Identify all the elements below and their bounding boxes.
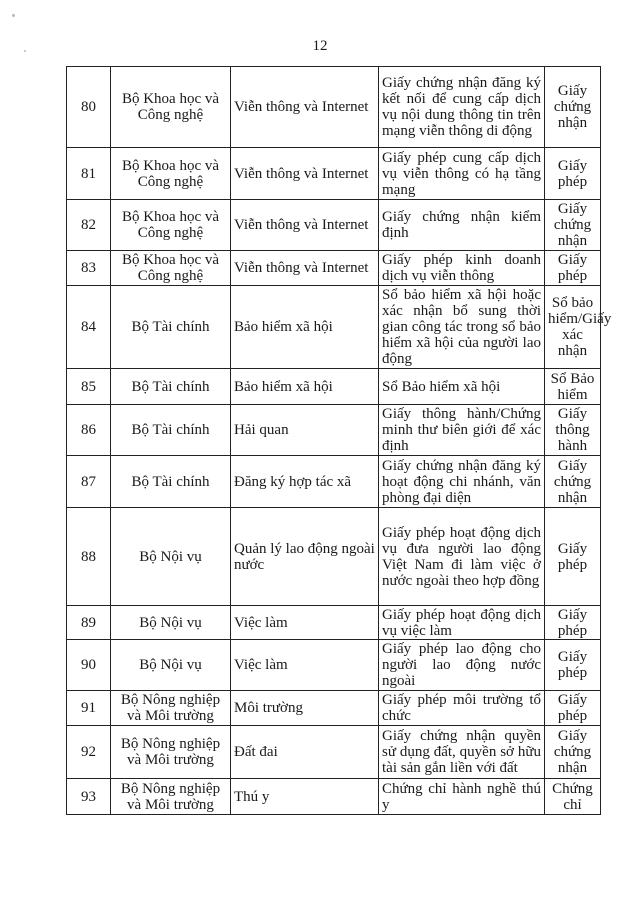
document-cell: Giấy phép cung cấp dịch vụ viễn thông có hạ tầng mạng (379, 148, 545, 200)
document-type-cell: Sổ Bảo hiểm (545, 369, 601, 405)
document-cell: Giấy phép môi trường tổ chức (379, 691, 545, 726)
table-row (67, 726, 601, 779)
field-cell: Đất đai (231, 726, 379, 779)
agency-cell: Bộ Tài chính (111, 369, 231, 405)
field-cell: Đăng ký hợp tác xã (231, 456, 379, 508)
row-number: 91 (67, 691, 111, 726)
document-cell: Chứng chỉ hành nghề thú y (379, 779, 545, 815)
table-row (67, 251, 601, 286)
document-type-cell: Giấy phép (545, 148, 601, 200)
document-cell: Giấy chứng nhận đăng ký kết nối để cung cấp dịch vụ nội dung thông tin trên mạng viễn thông di động (379, 67, 545, 148)
table-row (67, 405, 601, 456)
field-cell: Thú y (231, 779, 379, 815)
document-type-cell: Giấy phép (545, 251, 601, 286)
field-cell: Bảo hiểm xã hội (231, 286, 379, 369)
agency-cell: Bộ Tài chính (111, 286, 231, 369)
document-type-cell: Giấy phép (545, 691, 601, 726)
row-number: 88 (67, 508, 111, 606)
row-number: 84 (67, 286, 111, 369)
agency-cell: Bộ Khoa học và Công nghệ (111, 200, 231, 251)
agency-cell: Bộ Nội vụ (111, 640, 231, 691)
document-type-cell: Giấy chứng nhận (545, 67, 601, 148)
table-row (67, 779, 601, 815)
field-cell: Việc làm (231, 606, 379, 640)
row-number: 92 (67, 726, 111, 779)
document-cell: Sổ Bảo hiểm xã hội (379, 369, 545, 405)
document-type-cell: Giấy chứng nhận (545, 200, 601, 251)
row-number: 80 (67, 67, 111, 148)
document-type-cell: Sổ bảo hiểm/Giấy xác nhận (545, 286, 601, 369)
licenses-table (66, 66, 612, 815)
document-cell: Giấy phép hoạt động dịch vụ đưa người lao động Việt Nam đi làm việc ở nước ngoài theo hợp đồng (379, 508, 545, 606)
document-type-cell: Giấy thông hành (545, 405, 601, 456)
document-cell: Giấy thông hành/Chứng minh thư biên giới để xác định (379, 405, 545, 456)
table-row (67, 456, 601, 508)
table-row (67, 200, 601, 251)
agency-cell: Bộ Nội vụ (111, 606, 231, 640)
agency-cell: Bộ Nội vụ (111, 508, 231, 606)
row-number: 93 (67, 779, 111, 815)
field-cell: Viễn thông và Internet (231, 148, 379, 200)
document-cell: Giấy phép kinh doanh dịch vụ viễn thông (379, 251, 545, 286)
document-cell: Giấy phép lao động cho người lao động nước ngoài (379, 640, 545, 691)
table-row (67, 286, 601, 369)
table-row (67, 640, 601, 691)
agency-cell: Bộ Khoa học và Công nghệ (111, 148, 231, 200)
agency-cell: Bộ Tài chính (111, 456, 231, 508)
field-cell: Viễn thông và Internet (231, 67, 379, 148)
table-row (67, 67, 601, 148)
agency-cell: Bộ Nông nghiệp và Môi trường (111, 779, 231, 815)
field-cell: Việc làm (231, 640, 379, 691)
row-number: 85 (67, 369, 111, 405)
document-cell: Giấy chứng nhận đăng ký hoạt động chi nhánh, văn phòng đại diện (379, 456, 545, 508)
document-cell: Giấy chứng nhận quyền sử dụng đất, quyền sở hữu tài sản gắn liền với đất (379, 726, 545, 779)
document-type-cell: Giấy phép (545, 606, 601, 640)
scan-speck (12, 14, 15, 17)
row-number: 86 (67, 405, 111, 456)
table-row (67, 148, 601, 200)
table-row (67, 606, 601, 640)
row-number: 90 (67, 640, 111, 691)
document-type-cell: Giấy chứng nhận (545, 456, 601, 508)
document-type-cell: Giấy phép (545, 508, 601, 606)
agency-cell: Bộ Nông nghiệp và Môi trường (111, 691, 231, 726)
field-cell: Môi trường (231, 691, 379, 726)
table-row (67, 691, 601, 726)
row-number: 81 (67, 148, 111, 200)
document-cell: Giấy chứng nhận kiểm định (379, 200, 545, 251)
document-type-cell: Giấy phép (545, 640, 601, 691)
table-row (67, 508, 601, 606)
field-cell: Viễn thông và Internet (231, 251, 379, 286)
table-row (67, 369, 601, 405)
field-cell: Quản lý lao động ngoài nước (231, 508, 379, 606)
field-cell: Viễn thông và Internet (231, 200, 379, 251)
field-cell: Bảo hiểm xã hội (231, 369, 379, 405)
document-cell: Giấy phép hoạt động dịch vụ việc làm (379, 606, 545, 640)
page-number: 12 (312, 38, 328, 54)
row-number: 87 (67, 456, 111, 508)
agency-cell: Bộ Nông nghiệp và Môi trường (111, 726, 231, 779)
agency-cell: Bộ Khoa học và Công nghệ (111, 251, 231, 286)
row-number: 83 (67, 251, 111, 286)
document-type-cell: Chứng chỉ (545, 779, 601, 815)
field-cell: Hải quan (231, 405, 379, 456)
agency-cell: Bộ Khoa học và Công nghệ (111, 67, 231, 148)
document-cell: Sổ bảo hiểm xã hội hoặc xác nhận bổ sung thời gian công tác trong sổ bảo hiểm xã hội của người lao động (379, 286, 545, 369)
agency-cell: Bộ Tài chính (111, 405, 231, 456)
row-number: 89 (67, 606, 111, 640)
document-type-cell: Giấy chứng nhận (545, 726, 601, 779)
row-number: 82 (67, 200, 111, 251)
